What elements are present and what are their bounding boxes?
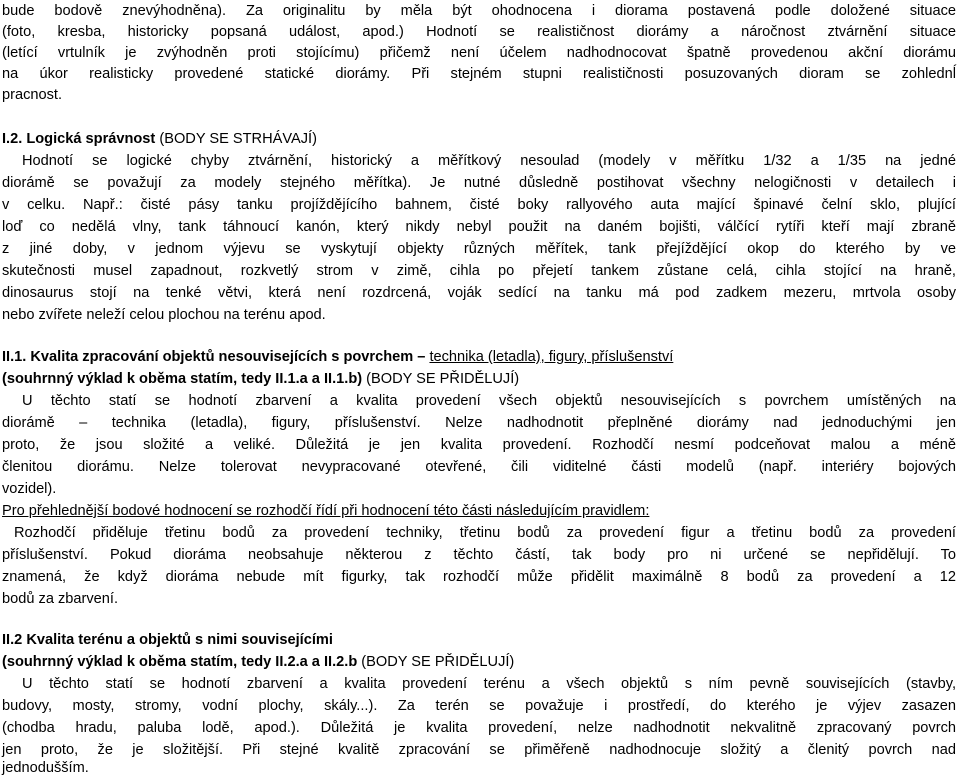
- paragraph-line: v celku. Např.: čisté pásy tanku projíždějícího bahnem, čisté boky rallyového auta mající špinavé čelní sklo, plující: [2, 197, 956, 213]
- paragraph-line: Hodnotí se logické chyby ztvárnění, historický a měřítkový nesoulad (modely v měřítku 1/32 a 1/35 na jedné: [22, 153, 956, 169]
- paragraph-line: příslušenství. Pokud dioráma neobsahuje některou z těchto částí, tak body pro ni určené se nepřidělují. To: [2, 547, 956, 563]
- paragraph-line: z jiné doby, v jednom výjevu se vyskytují objekty různých měřítek, tank přejíždějící okop do kterého by ve: [2, 241, 956, 257]
- section-heading-II2: II.2 Kvalita terénu a objektů s nimi souvisejícími: [2, 632, 333, 648]
- paragraph-line: nebo zvířete neleží celou plochou na terénu apod.: [2, 307, 326, 323]
- paragraph-line: bude bodově znevýhodněna). Za originalitu by měla být ohodnocena i diorama postavená podle doložené situace: [2, 3, 956, 19]
- paragraph-line: U těchto statí se hodnotí zbarvení a kvalita provedení všech objektů nesouvisejících s povrchem umístěných na: [22, 393, 956, 409]
- paragraph-line: (foto, kresba, historicky popsaná událost, apod.) Hodnotí se realističnost diorámy a náročnost ztvárnění situace: [2, 24, 956, 40]
- paragraph-line: bodů za zbarvení.: [2, 591, 119, 607]
- section-heading-II1: II.1. Kvalita zpracování objektů nesouvisejících s povrchem – technika (letadla), figury, příslušenství: [2, 349, 674, 365]
- paragraph-line: (chodba hradu, paluba lodě, apod.). Důležitá je kvalita provedení, nelze nadhodnotit nekvalitně zpracovaný povrch: [2, 720, 956, 736]
- paragraph-line: znamená, že když dioráma nebude mít figurky, tak rozhodčí může přidělit maximálně 8 bodů za provedení a 12: [2, 569, 956, 585]
- section-heading-I2: I.2. Logická správnost (BODY SE STRHÁVAJÍ): [2, 131, 317, 147]
- rule-note: Pro přehlednější bodové hodnocení se rozhodčí řídí při hodnocení této části následujícím pravidlem:: [2, 503, 650, 519]
- paragraph-line: skutečnosti musel zapadnout, rozkvetlý strom v zimě, cihla po přejetí tankem zůstane celá, cihla stojící na hraně,: [2, 263, 956, 279]
- paragraph-line: loď co nedělá vlny, tank táhnoucí kanón, který nikdy nebyl použit na daném bojišti, válčící rytíři kteří mají zbraně: [2, 219, 956, 235]
- paragraph-line: jen proto, že je složitější. Při stejné kvalitě zpracování se přiměřeně nadhodnocuje složitý a členitý povrch nad: [2, 742, 956, 758]
- paragraph-line: jednodušším.: [2, 760, 89, 776]
- paragraph-line: pracnost.: [2, 87, 63, 103]
- section-subheading-II1: (souhrnný výklad k oběma statím, tedy II.1.a a II.1.b) (BODY SE PŘIDĚLUJÍ): [2, 371, 520, 387]
- paragraph-line: dinosaurus stojí na tenké větvi, která není rozdrcená, voják sedící na tanku má pod zadkem mezeru, mrtvola osoby: [2, 285, 956, 301]
- paragraph-line: diorámě – technika (letadla), figury, příslušenství. Nelze nadhodnotit přeplněné diorámy nad jednoduchými jen: [2, 415, 956, 431]
- paragraph-line: (letící vrtulník je zvýhodněn proti stojícímu) přičemž není účelem nadhodnocovat špatně provedenou akční diorámu: [2, 45, 956, 61]
- paragraph-line: Rozhodčí přiděluje třetinu bodů za provedení techniky, třetinu bodů za provedení figur a třetinu bodů za provedení: [14, 525, 956, 541]
- paragraph-line: na úkor realisticky provedené statické diorámy. Při stejném stupni realističnosti posuzovaných dioram se zohlednĺ: [2, 66, 957, 82]
- section-subheading-II2: (souhrnný výklad k oběma statím, tedy II.2.a a II.2.b (BODY SE PŘIDĚLUJÍ): [2, 654, 515, 670]
- paragraph-line: členitou diorámu. Nelze tolerovat nevypracované otevřené, čili viditelné části modelů (např. interiéry bojových: [2, 459, 956, 475]
- paragraph-line: U těchto statí se hodnotí zbarvení a kvalita provedení terénu a všech objektů s ním pevně souvisejících (stavby,: [22, 676, 956, 692]
- paragraph-line: budovy, mosty, stromy, vodní plochy, skály...). Za terén se považuje i prostředí, do kterého je výjev zasazen: [2, 698, 956, 714]
- paragraph-line: proto, že jsou složité a veliké. Důležitá je jen kvalita provedení. Rozhodčí nesmí podceňovat malou a méně: [2, 437, 956, 453]
- paragraph-line: vozidel).: [2, 481, 57, 497]
- paragraph-line: diorámě se považují za modely stejného měřítka). Je nutné důsledně postihovat všechny nelogičnosti v detailech i: [2, 175, 956, 191]
